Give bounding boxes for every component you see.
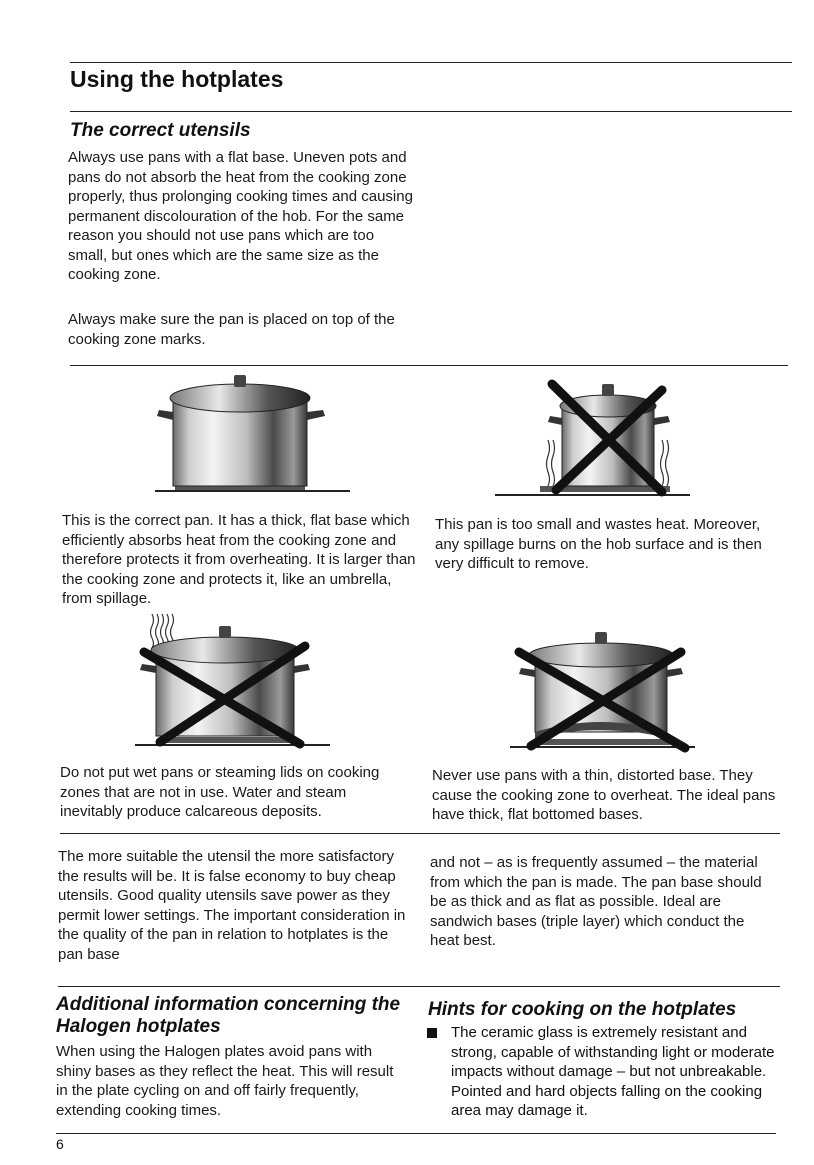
pan-too-small-illustration xyxy=(490,370,700,500)
correct-utensils-paragraph-1: Always use pans with a flat base. Uneven pots and pans do not absorb the heat from the cooking zone properly, thus prolonging cooking times and causing permanent discolouration of the hob. For the same reason you should not use pans which are too small, but ones which are the same size as the cooking zone. xyxy=(68,149,413,283)
lid-knob xyxy=(595,632,607,644)
pan-lid xyxy=(151,637,299,663)
title-underline-rule xyxy=(70,111,792,112)
lid-knob xyxy=(219,626,231,638)
pan-handle-right xyxy=(654,416,670,425)
pan-body xyxy=(173,400,307,486)
caption-pan-too-small: This pan is too small and wastes heat. Moreover, any spillage burns on the hob surface and is then very difficult to remove. xyxy=(435,516,762,572)
cooktop-surface xyxy=(155,490,350,492)
pan-correct-illustration xyxy=(145,370,355,500)
pan-distorted-illustration xyxy=(505,622,715,762)
top-rule xyxy=(70,62,792,63)
caption-wet-pans: Do not put wet pans or steaming lids on cooking zones that are not in use. Water and steam inevitably produce calcareous deposits. xyxy=(60,764,380,820)
page-number: 6 xyxy=(56,1136,64,1152)
quality-text-right: and not – as is frequently assumed – the material from which the pan is made. The pan base should be as thick and as flat as possible. Ideal are sandwich bases (triple layer) which conduct the heat best. xyxy=(430,854,762,949)
cooking-zone-mark xyxy=(535,739,670,745)
cooking-zone-mark xyxy=(160,737,290,743)
hints-bullet-item xyxy=(425,1023,785,1121)
lid-knob xyxy=(234,375,246,387)
quality-text-left: The more suitable the utensil the more satisfactory the results will be. It is false economy to buy cheap utensils. Good quality utensils save power as they permit lower settings. The important consideration in the quality of the pan in relation to hotplates is the pan base xyxy=(58,848,406,963)
pan-handle-left xyxy=(548,416,562,425)
caption-distorted-base: Never use pans with a thin, distorted base. They cause the cooking zone to overheat. The ideal pans have thick, flat bottomed bases. xyxy=(432,767,776,823)
pan-lid xyxy=(529,643,673,667)
section-heading-hints: Hints for cooking on the hotplates xyxy=(428,999,737,1020)
pan-handle-right xyxy=(307,410,325,420)
section-heading-halogen: Additional information concerning the Halogen hotplates xyxy=(56,994,401,1037)
caption-correct-pan: This is the correct pan. It has a thick, flat base which efficiently absorbs heat from the cooking zone and therefore protects it from overheating. It is larger than the cooking zone and protects it, like an umbrella, from spillage. xyxy=(62,512,416,607)
pan-handle-right xyxy=(667,668,683,677)
footer-rule xyxy=(56,1133,776,1134)
hints-bullet-text: The ceramic glass is extremely resistant and strong, capable of withstanding light or moderate impacts without damage – but not unbreakable. Pointed and hard objects falling on the cooking area may damage it. xyxy=(451,1024,775,1119)
pan-handle-left xyxy=(157,410,173,420)
halogen-paragraph: When using the Halogen plates avoid pans with shiny bases as they reflect the heat. This will result in the plate cycling on and off fairly frequently, extending cooking times. xyxy=(56,1043,394,1119)
section-heading-correct-utensils: The correct utensils xyxy=(70,120,251,141)
pan-lid xyxy=(170,384,310,412)
page-title: Using the hotplates xyxy=(70,66,284,92)
pan-handle-left xyxy=(519,668,535,677)
bullet-square-icon xyxy=(427,1028,437,1038)
section-rule-1 xyxy=(70,365,788,366)
correct-utensils-paragraph-2: Always make sure the pan is placed on top of the cooking zone marks. xyxy=(68,311,395,348)
lid-knob xyxy=(602,384,614,396)
pan-handle-right xyxy=(294,664,310,673)
pan-handle-left xyxy=(140,664,156,673)
section-rule-2 xyxy=(60,833,780,834)
pan-wet-illustration xyxy=(130,612,340,752)
section-rule-3 xyxy=(58,986,780,987)
